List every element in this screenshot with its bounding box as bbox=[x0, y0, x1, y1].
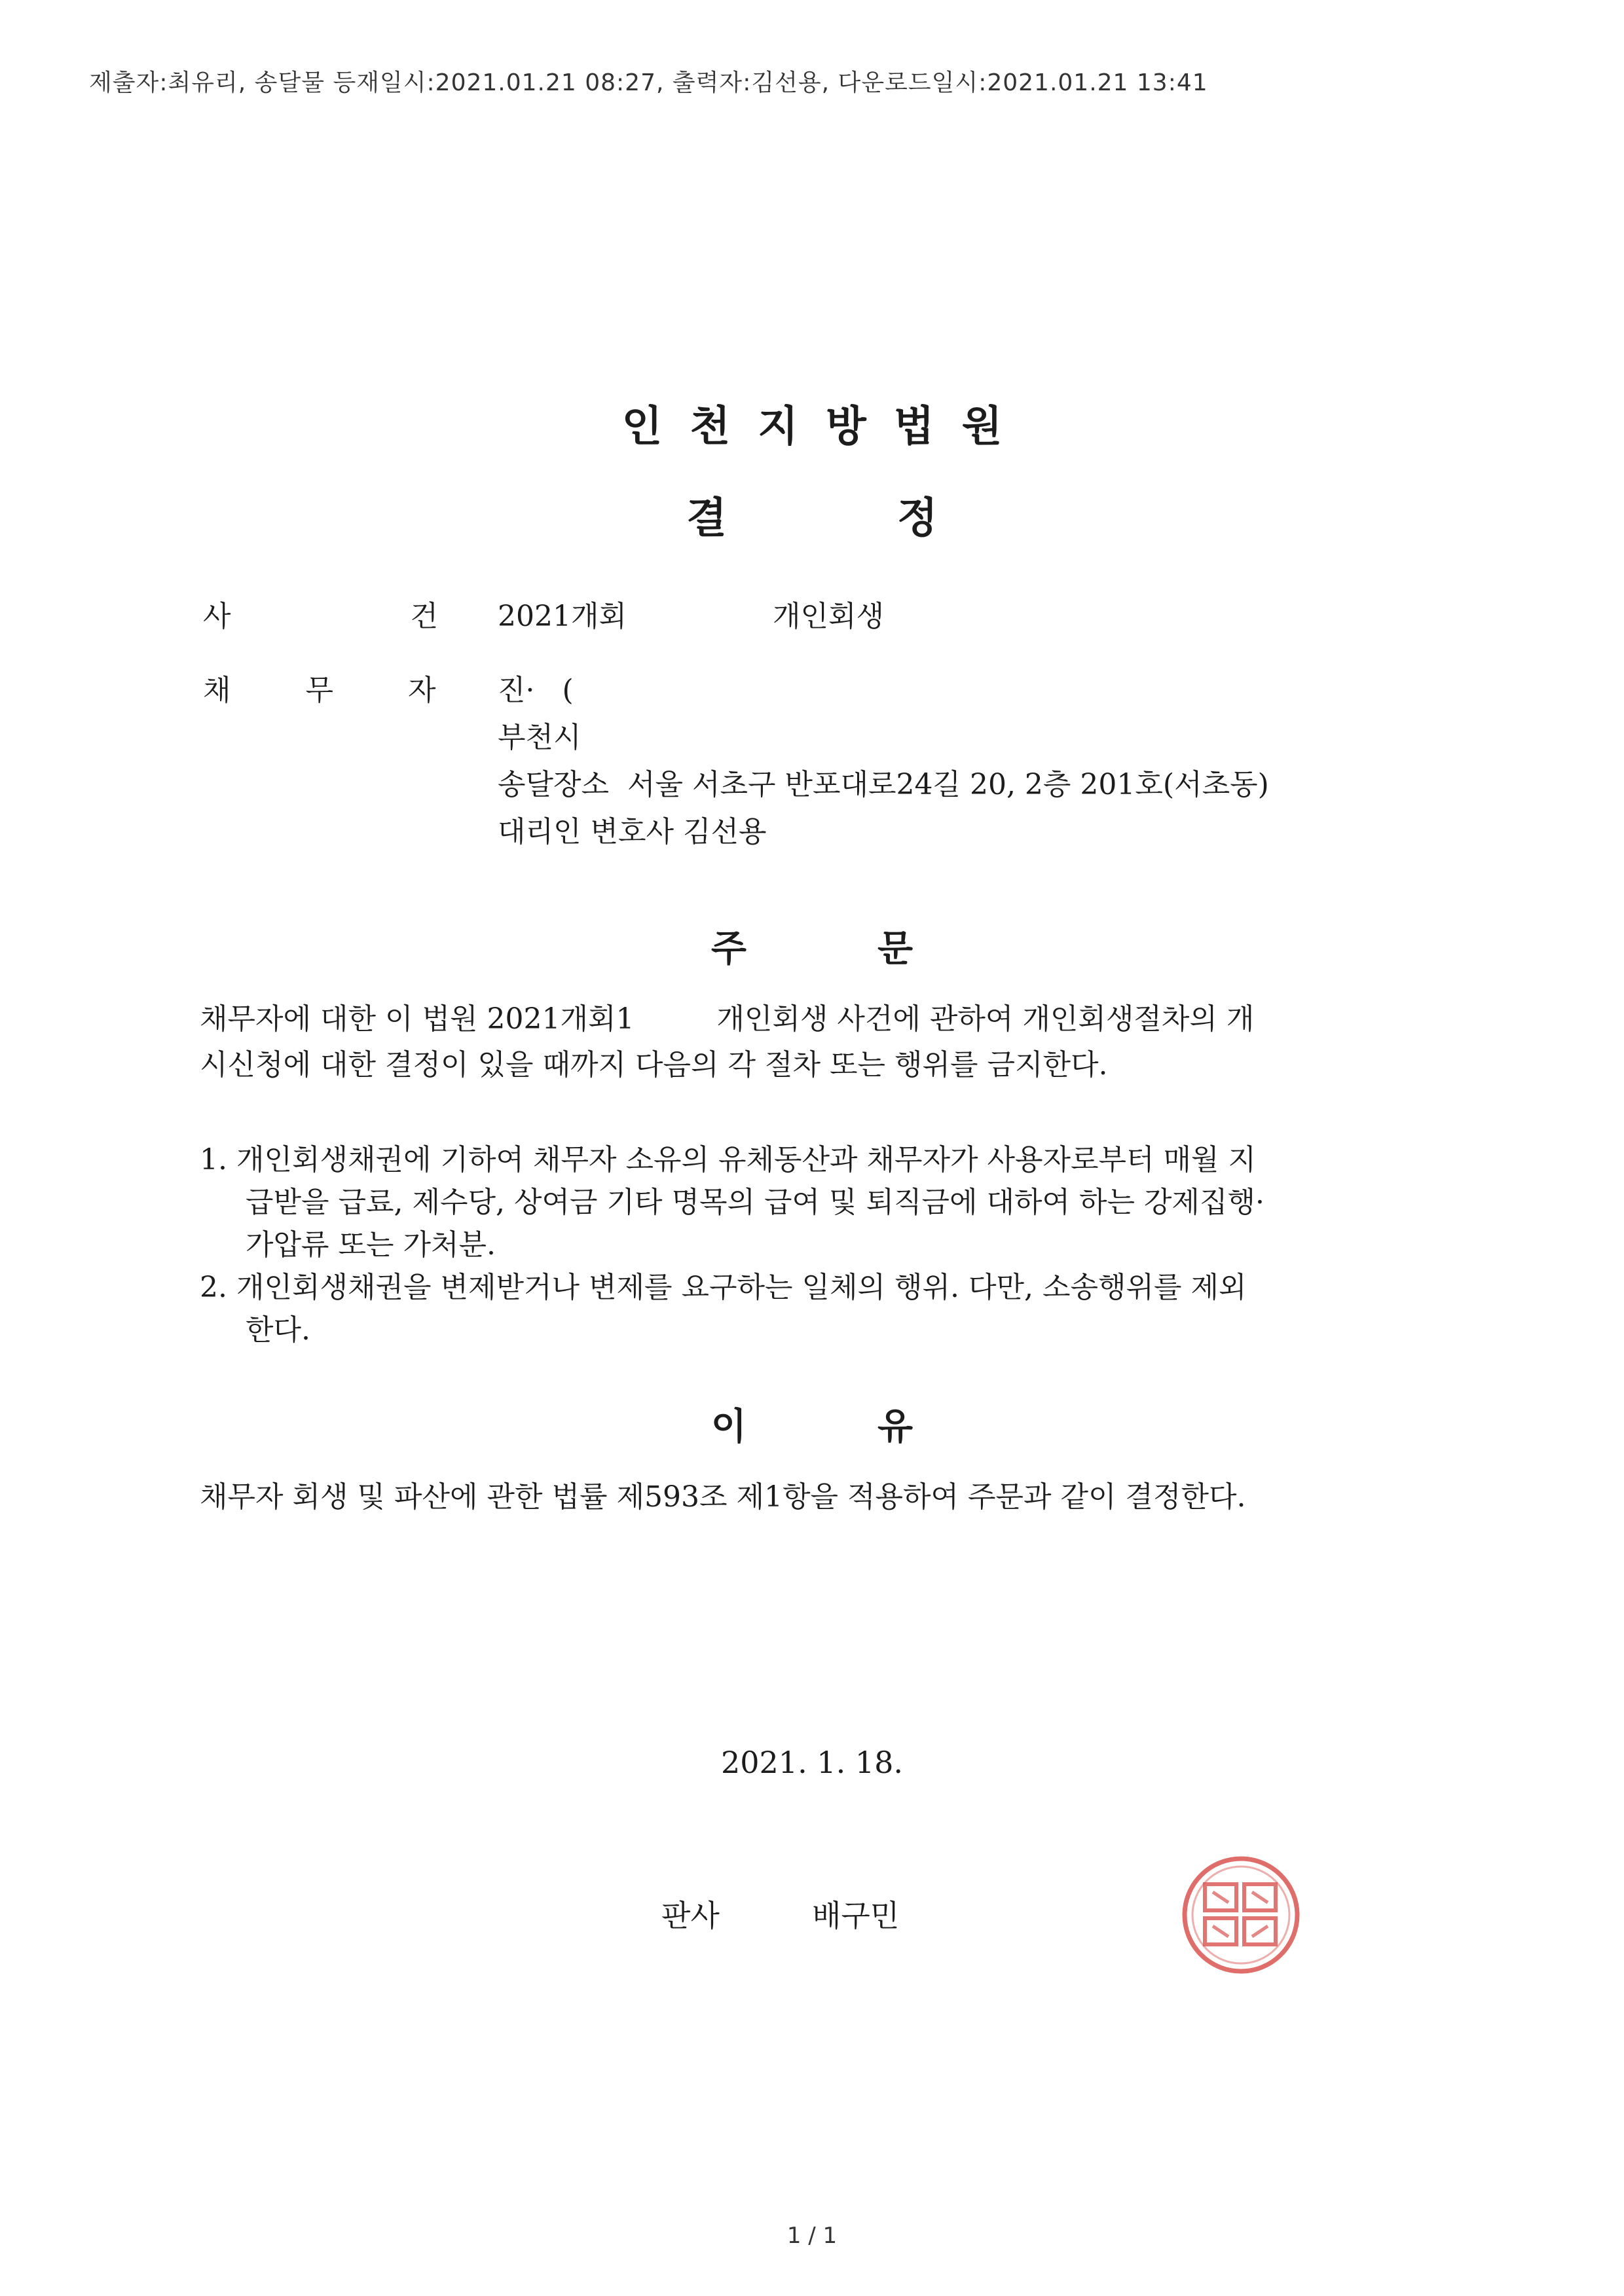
order-item1-line1: 1. 개인회생채권에 기하여 채무자 소유의 유체동산과 채무자가 사용자로부터 매월 지 bbox=[200, 1143, 1256, 1176]
debtor-agent: 대리인 변호사 김선용 bbox=[498, 815, 767, 848]
reason-title: 이유 bbox=[710, 1406, 1044, 1448]
order-item2-line1: 2. 개인회생채권을 변제받거나 변제를 요구하는 일체의 행위. 다만, 소송행위를 제외 bbox=[200, 1271, 1247, 1304]
debtor-address: 부천시 bbox=[498, 721, 581, 754]
decision-date: 2021. 1. 18. bbox=[721, 1745, 903, 1780]
case-number: 2021개회 bbox=[498, 600, 627, 633]
order-intro-line2: 시신청에 대한 결정이 있을 때까지 다음의 각 절차 또는 행위를 금지한다. bbox=[200, 1048, 1108, 1082]
court-seal-stamp bbox=[1179, 1853, 1303, 1977]
judge-title: 판사 bbox=[661, 1898, 720, 1933]
order-item1-line3: 가압류 또는 가처분. bbox=[246, 1228, 496, 1262]
order-item1-line2: 급받을 급료, 제수당, 상여금 기타 명목의 급여 및 퇴직금에 대하여 하는 강제집행· bbox=[246, 1186, 1264, 1219]
judge-name: 배구민 bbox=[812, 1898, 900, 1933]
order-title: 주문 bbox=[710, 928, 1044, 970]
reason-text: 채무자 회생 및 파산에 관한 법률 제593조 제1항을 적용하여 주문과 같이 결정한다. bbox=[200, 1480, 1246, 1514]
service-place: 송달장소 서울 서초구 반포대로24길 20, 2층 201호(서초동) bbox=[498, 768, 1269, 801]
page-number: 1 / 1 bbox=[786, 2223, 838, 2249]
case-label: 사 건 bbox=[203, 600, 523, 633]
court-name: 인천지방법원 bbox=[621, 403, 1030, 451]
document-type: 결정 bbox=[686, 494, 1108, 543]
download-header: 제출자:최유리, 송달물 등재일시:2021.01.21 08:27, 출력자:김선용, 다운로드일시:2021.01.21 13:41 bbox=[89, 69, 1208, 96]
debtor-name: 진· ( bbox=[498, 674, 574, 707]
case-type: 개인회생 bbox=[773, 600, 885, 633]
order-item2-line2: 한다. bbox=[246, 1313, 310, 1347]
order-intro-line1: 채무자에 대한 이 법원 2021개회1 개인회생 사건에 관하여 개인회생절차의 개 bbox=[200, 1002, 1255, 1036]
debtor-label: 채 무 자 bbox=[203, 674, 469, 707]
